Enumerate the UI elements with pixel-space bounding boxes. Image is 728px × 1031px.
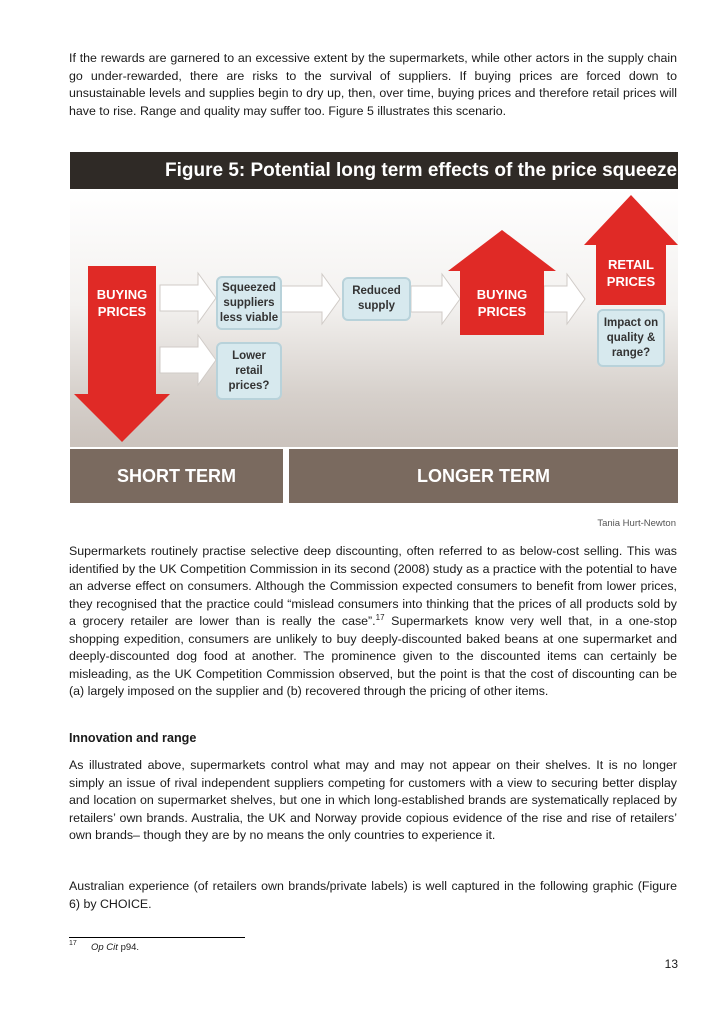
page-number: 13 <box>664 957 678 971</box>
right-arrow-3 <box>281 274 340 324</box>
footnote-source: Op Cit <box>91 942 118 953</box>
right-arrow-5 <box>544 274 585 324</box>
squeezed-suppliers-box: Squeezed suppliers less viable <box>216 276 282 330</box>
right-arrow-1 <box>160 273 216 323</box>
figure-5 <box>70 152 678 505</box>
right-arrow-4 <box>411 274 460 324</box>
figure-credit: Tania Hurt-Newton <box>597 518 676 529</box>
buying-prices-label-2: BUYING PRICES <box>476 287 528 319</box>
impact-quality-box: Impact on quality & range? <box>597 309 665 367</box>
figure-title: Figure 5: Potential long term effects of the price squeeze <box>70 152 678 189</box>
australia-paragraph: Australian experience (of retailers own brands/private labels) is well captured in the following graphic (Figure 6) by CHOICE. <box>69 879 677 911</box>
discounting-text: Supermarkets routinely practise selective deep discounting, often referred to as below-cost selling. This was identified by the UK Competition Commission in its second (2008) study as a practice with the potential to have an adverse effect on consumers. Although the Commission expected consumers to benefit from lower prices, they recognised that the practice could “mislead consumers into thinking that the prices of all products sold by a grocery retailer are lower than is really the case”. <box>69 544 677 628</box>
right-arrow-2 <box>160 335 216 385</box>
intro-paragraph: If the rewards are garnered to an excessive extent by the supermarkets, while other actors in the supply chain go under-rewarded, there are risks to the survival of suppliers. If buying prices are forced down to unsustainable levels and supplies begin to dry up, then, over time, buying prices and therefore retail prices will have to rise. Range and quality may suffer too. Figure 5 illustrates this scenario. <box>69 51 677 118</box>
buying-prices-label-1: BUYING PRICES <box>96 287 148 319</box>
discounting-paragraph <box>69 543 677 701</box>
retail-prices-label: RETAIL PRICES <box>606 257 656 289</box>
innovation-paragraph: As illustrated above, supermarkets control what may and may not appear on their shelves. It is no longer simply an issue of rival independent suppliers competing for customers with a view to securing better display and location on supermarket shelves, but one in which long-established brands are systematically replaced by retailers’ own brands. Australia, the UK and Norway provide copious evidence of the rise and rise of retailers’ own brands– though they are by no means the only countries to experience it. <box>69 758 677 842</box>
short-term-bar: SHORT TERM <box>70 449 283 503</box>
footnote-text <box>91 942 139 953</box>
reduced-supply-box: Reduced supply <box>342 277 411 321</box>
longer-term-bar: LONGER TERM <box>289 449 678 503</box>
footnote-page: p94. <box>117 942 140 953</box>
lower-retail-prices-box: Lower retail prices? <box>216 342 282 400</box>
footnote-number: 17 <box>69 940 77 947</box>
footnote-ref-17[interactable]: 17 <box>375 612 385 622</box>
footnote-rule <box>69 937 245 938</box>
section-heading: Innovation and range <box>69 731 197 745</box>
discounting-text-rest: Supermarkets know very well that, in a one-stop shopping expedition, consumers are unlikely to buy deeply-discounted baked beans at one supermarket and deeply-discounted dog food at another. The prominence given to the discounted items can certainly be misleading, as the UK Competition Commission observed, but the point is that the cost of discounting can be (a) largely imposed on the supplier and (b) recovered through the pricing of other items. <box>69 614 677 698</box>
